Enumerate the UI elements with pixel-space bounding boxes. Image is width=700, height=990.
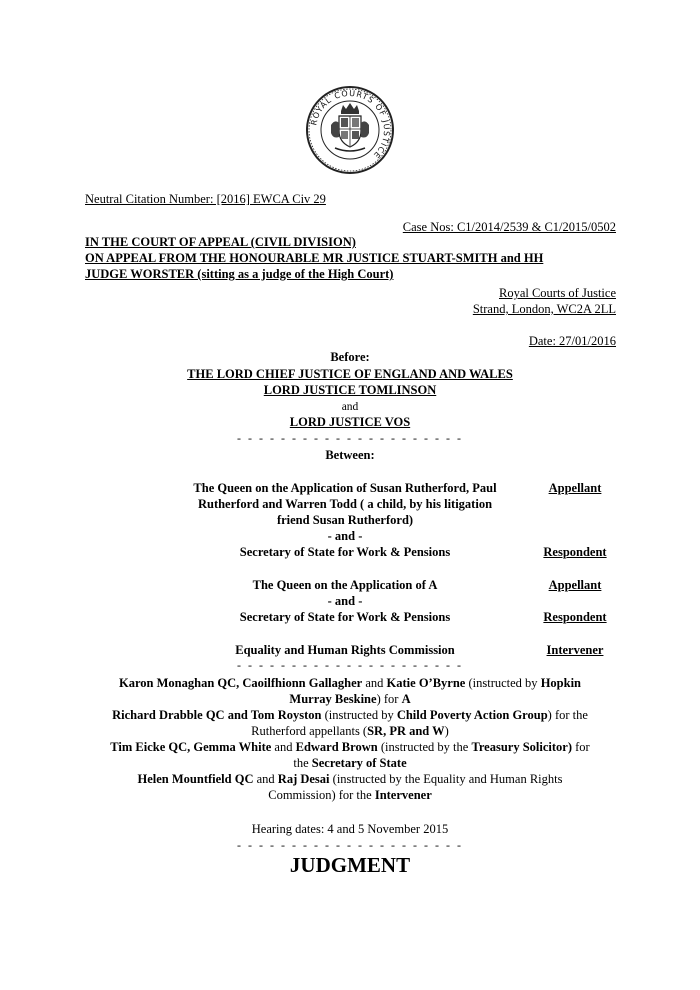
counsel-3-and: and	[271, 740, 296, 754]
role-appellant-2: Appellant	[548, 578, 602, 592]
counsel-1-instructed: (instructed by	[465, 676, 541, 690]
role-respondent-2: Respondent	[543, 610, 607, 624]
and-label-1: - and -	[327, 529, 363, 543]
case-numbers: Case Nos: C1/2014/2539 & C1/2015/0502	[402, 220, 616, 234]
party-intervener	[170, 642, 520, 658]
counsel-3-firm: Treasury Solicitor)	[471, 740, 572, 754]
counsel-paragraph-1	[80, 675, 620, 707]
counsel-4-client: Intervener	[374, 788, 432, 802]
counsel-4-name-1: Helen Mountfield QC	[137, 772, 254, 786]
counsel-paragraph-4	[80, 771, 620, 803]
counsel-4-instructed: (instructed by the Equality and Human Rights	[329, 772, 563, 786]
respondent-1: Secretary of State for Work & Pensions	[239, 545, 451, 559]
counsel-paragraph-3	[80, 739, 620, 771]
counsel-1-client: A	[401, 692, 411, 706]
counsel-1-firm-a: Hopkin	[540, 676, 581, 690]
counsel-3-the: the	[293, 756, 312, 770]
party-appellant-rutherford	[170, 480, 520, 560]
royal-courts-crest-icon	[305, 85, 395, 175]
role-respondent-1: Respondent	[543, 545, 607, 559]
party-1-line-3: friend Susan Rutherford)	[276, 513, 414, 527]
party-appellant-a	[170, 577, 520, 625]
counsel-1-firm-b: Murray Beskine	[289, 692, 377, 706]
counsel-2-instructed: (instructed by	[321, 708, 397, 722]
judge-3: LORD JUSTICE VOS	[289, 415, 411, 429]
counsel-1-names: Karon Monaghan QC, Caoilfhionn Gallagher	[119, 676, 363, 690]
counsel-3-name-3: Edward Brown	[295, 740, 378, 754]
judges-and: and	[341, 401, 359, 413]
counsel-2-names: Richard Drabble QC and Tom Royston	[112, 708, 322, 722]
counsel-paragraph-2	[80, 707, 620, 739]
counsel-4-firm: Commission) for the	[268, 788, 375, 802]
counsel-1-name-3: Katie O’Byrne	[386, 676, 466, 690]
counsel-2-close: )	[444, 724, 449, 738]
judge-2: LORD JUSTICE TOMLINSON	[263, 383, 437, 397]
party-2: The Queen on the Application of A	[252, 578, 438, 592]
counsel-2-client-prefix: Rutherford appellants (	[251, 724, 368, 738]
judgment-title: JUDGMENT	[289, 853, 411, 877]
respondent-2: Secretary of State for Work & Pensions	[239, 610, 451, 624]
separator-2: - - - - - - - - - - - - - - - - - - - - -	[237, 658, 463, 672]
counsel-1-and: and	[362, 676, 387, 690]
separator-3: - - - - - - - - - - - - - - - - - - - - -	[237, 838, 463, 852]
counsel-1-for: ) for	[376, 692, 402, 706]
neutral-citation: Neutral Citation Number: [2016] EWCA Civ 29	[85, 192, 326, 206]
party-1-line-2: Rutherford and Warren Todd ( a child, by his litigation	[197, 497, 493, 511]
before-label: Before:	[330, 350, 370, 364]
role-appellant-1: Appellant	[548, 481, 602, 495]
counsel-2-for: ) for the	[547, 708, 588, 722]
counsel-3-for: for	[572, 740, 590, 754]
judgment-date: Date: 27/01/2016	[528, 334, 616, 348]
hearing-dates: Hearing dates: 4 and 5 November 2015	[251, 822, 449, 836]
counsel-4-and: and	[253, 772, 278, 786]
address-line-1: Royal Courts of Justice	[498, 286, 616, 300]
counsel-3-instructed: (instructed by the	[377, 740, 472, 754]
separator-1: - - - - - - - - - - - - - - - - - - - - -	[237, 431, 463, 445]
crest-ring-text: ROYAL COURTS OF JUSTICE	[309, 88, 392, 161]
court-line-1: IN THE COURT OF APPEAL (CIVIL DIVISION)	[85, 235, 356, 249]
counsel-4-name-2: Raj Desai	[277, 772, 330, 786]
intervener-name: Equality and Human Rights Commission	[235, 643, 455, 657]
counsel-2-client: SR, PR and W	[367, 724, 445, 738]
judge-1: THE LORD CHIEF JUSTICE OF ENGLAND AND WALES	[187, 367, 513, 381]
role-intervener: Intervener	[546, 643, 604, 657]
party-1-line-1: The Queen on the Application of Susan Rutherford, Paul	[193, 481, 497, 495]
counsel-3-client: Secretary of State	[311, 756, 407, 770]
address-line-2: Strand, London, WC2A 2LL	[472, 302, 616, 316]
counsel-2-firm: Child Poverty Action Group	[396, 708, 548, 722]
and-label-2: - and -	[327, 594, 363, 608]
court-line-2: ON APPEAL FROM THE HONOURABLE MR JUSTICE STUART-SMITH and HH	[85, 251, 544, 265]
counsel-3-names: Tim Eicke QC, Gemma White	[110, 740, 272, 754]
court-line-3: JUDGE WORSTER (sitting as a judge of the High Court)	[85, 267, 394, 281]
between-label: Between:	[325, 448, 375, 462]
